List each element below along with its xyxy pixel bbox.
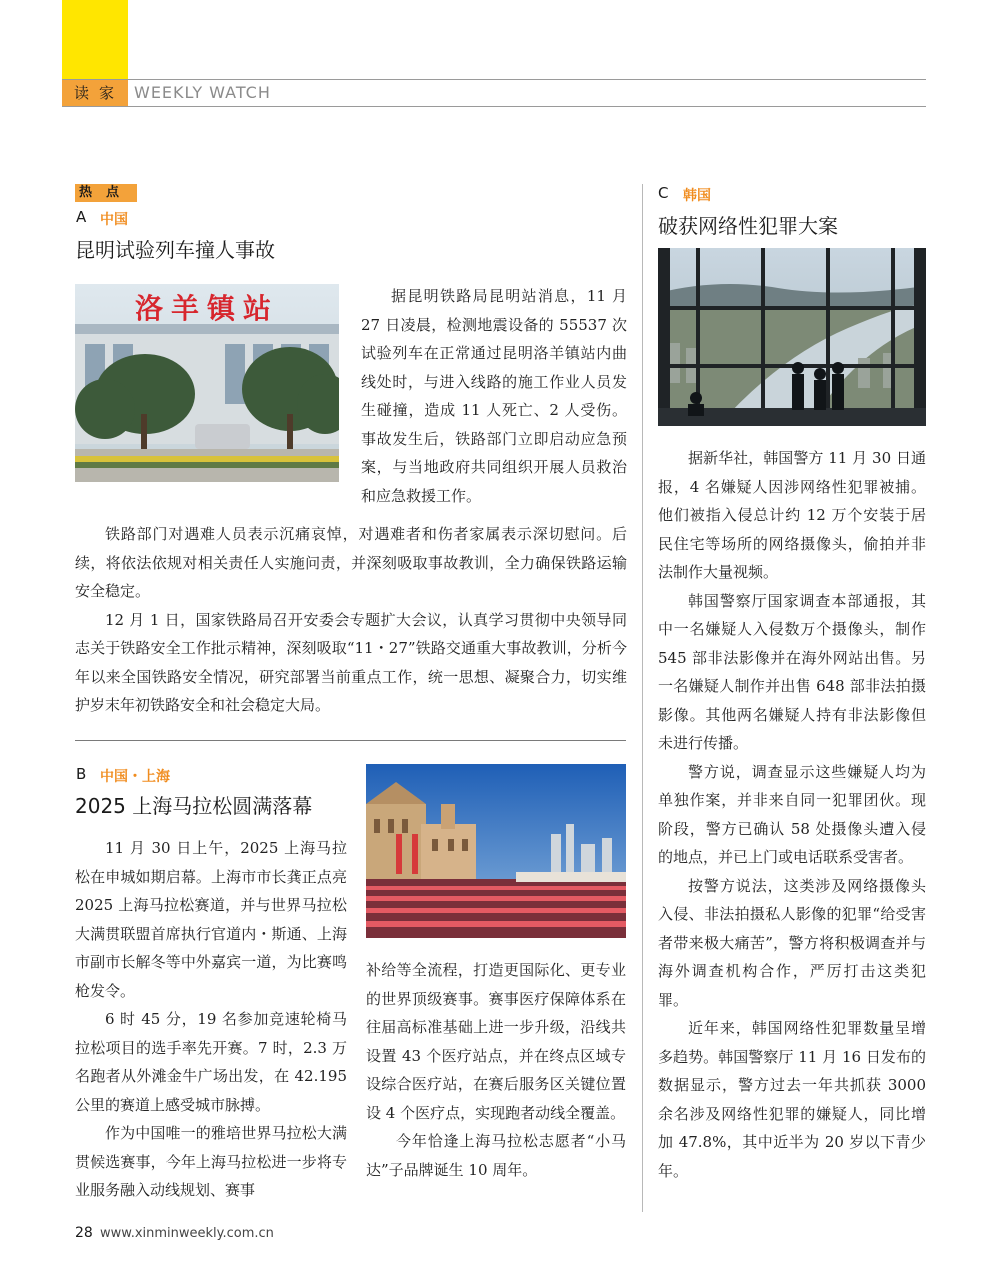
story-divider (75, 740, 626, 741)
story-b-para-1-continued: 补给等全流程，打造更国际化、更专业的世界顶级赛事。赛事医疗保障体系在往届高标准基础上进一步升级，沿线共设置 43 个医疗站点，并在终点区域专设综合医疗站，在赛后服务区关键位置设 4 个医疗点，实现跑者动线全覆盖。 (366, 961, 626, 1122)
story-a-lead-text: 据昆明铁路局昆明站消息，11 月 27 日凌晨，检测地震设备的 55537 次试验列车在正常通过昆明洛羊镇站内曲线处时，与进入线路的施工作业人员发生碰撞，造成 11 人死亡、2 人受伤。事故发生后，铁路部门立即启动应急预案，与当地政府共同组织开展人员救治和应急救援工作。 (361, 287, 627, 505)
story-b-headline: 2025 上海马拉松圆满落幕 (75, 794, 313, 818)
story-b-para-1: 11 月 30 日上午，2025 上海马拉松在申城如期启幕。上海市市长龚正点亮 2025 上海马拉松赛道，并与世界马拉松大满贯联盟首席执行官道内・斯通、上海市副市长解冬等中外嘉宾一道，为比赛鸣枪发令。 (75, 839, 347, 1000)
hot-label: 热点 (75, 184, 137, 202)
header-rule-bottom (62, 106, 926, 107)
story-c-para-2: 韩国警察厅国家调查本部通报，其中一名嫌疑人入侵数万个摄像头，制作 545 部非法影像并在海外网站出售。另一名嫌疑人制作并出售 648 部非法拍摄影像。其他两名嫌疑人持有非法影像但未进行传播。 (658, 591, 926, 752)
story-c-body (658, 444, 926, 1185)
story-b-photo-marathon (366, 764, 626, 938)
story-a-para-2: 铁路部门对遇难人员表示沉痛哀悼，对遇难者和伤者家属表示深切慰问。后续，将依法依规对相关责任人实施问责，并深刻吸取事故教训，全力确保铁路运输安全稳定。 (75, 525, 627, 600)
story-a-letter: A (76, 208, 87, 226)
story-b-para-4: 今年恰逢上海马拉松志愿者“小马达”子品牌诞生 10 周年。 (366, 1132, 626, 1179)
story-c-region: 韩国 (683, 188, 711, 204)
story-b-left-column (75, 834, 347, 1205)
story-c-para-5: 近年来，韩国网络性犯罪数量呈增多趋势。韩国警察厅 11 月 16 日发布的数据显示，警方过去一年共抓获 3000 余名涉及网络性犯罪的嫌疑人，同比增加 47.8%，其中近半为 20 岁以下青少年。 (658, 1019, 926, 1180)
story-b-region: 中国・上海 (100, 769, 170, 785)
station-sign-text: 洛羊镇站 (134, 292, 280, 325)
story-b-letter: B (76, 765, 87, 783)
story-a-body (75, 520, 627, 720)
story-c-letter: C (658, 184, 669, 202)
footer-url: www.xinminweekly.com.cn (100, 1226, 274, 1241)
story-c-headline: 破获网络性犯罪大案 (658, 214, 838, 238)
section-tag: 读家 (62, 80, 128, 106)
story-a-photo-station (75, 284, 339, 482)
story-a-region: 中国 (100, 212, 128, 228)
magazine-column-title: WEEKLY WATCH (134, 83, 271, 102)
story-b-para-3: 作为中国唯一的雅培世界马拉松大满贯候选赛事，今年上海马拉松进一步将专业服务融入动线规划、赛事 (75, 1124, 347, 1199)
story-c-photo-observation (658, 248, 926, 426)
story-a-para-3: 12 月 1 日，国家铁路局召开安委会专题扩大会议，认真学习贯彻中央领导同志关于铁路安全工作批示精神，深刻吸取“11・27”铁路交通重大事故教训，分析今年以来全国铁路安全情况，研究部署当前重点工作，统一思想、凝聚合力，切实维护岁末年初铁路安全和社会稳定大局。 (75, 610, 627, 714)
story-c-para-1: 据新华社，韩国警方 11 月 30 日通报，4 名嫌疑人因涉网络性犯罪被捕。他们被指入侵总计约 12 万个安装于居民住宅等场所的网络摄像头，偷拍并非法制作大量视频。 (658, 449, 926, 581)
story-a-headline: 昆明试验列车撞人事故 (75, 238, 275, 262)
story-b-right-column (366, 956, 626, 1184)
story-c-para-4: 按警方说法，这类涉及网络摄像头入侵、非法拍摄私人影像的犯罪“给受害者带来极大痛苦”，警方将积极调查并与海外调查机构合作，严厉打击这类犯罪。 (658, 876, 926, 1009)
header-color-block (62, 0, 128, 80)
story-b-para-2: 6 时 45 分，19 名参加竞速轮椅马拉松项目的选手率先开赛。7 时，2.3 万名跑者从外滩金牛广场出发，在 42.195 公里的赛道上感受城市脉搏。 (75, 1010, 347, 1114)
column-divider (642, 184, 643, 1212)
page-number: 28 (75, 1225, 93, 1241)
story-c-para-3: 警方说，调查显示这些嫌疑人均为单独作案，并非来自同一犯罪团伙。现阶段，警方已确认 58 处摄像头遭入侵的地点，并已上门或电话联系受害者。 (658, 762, 926, 866)
